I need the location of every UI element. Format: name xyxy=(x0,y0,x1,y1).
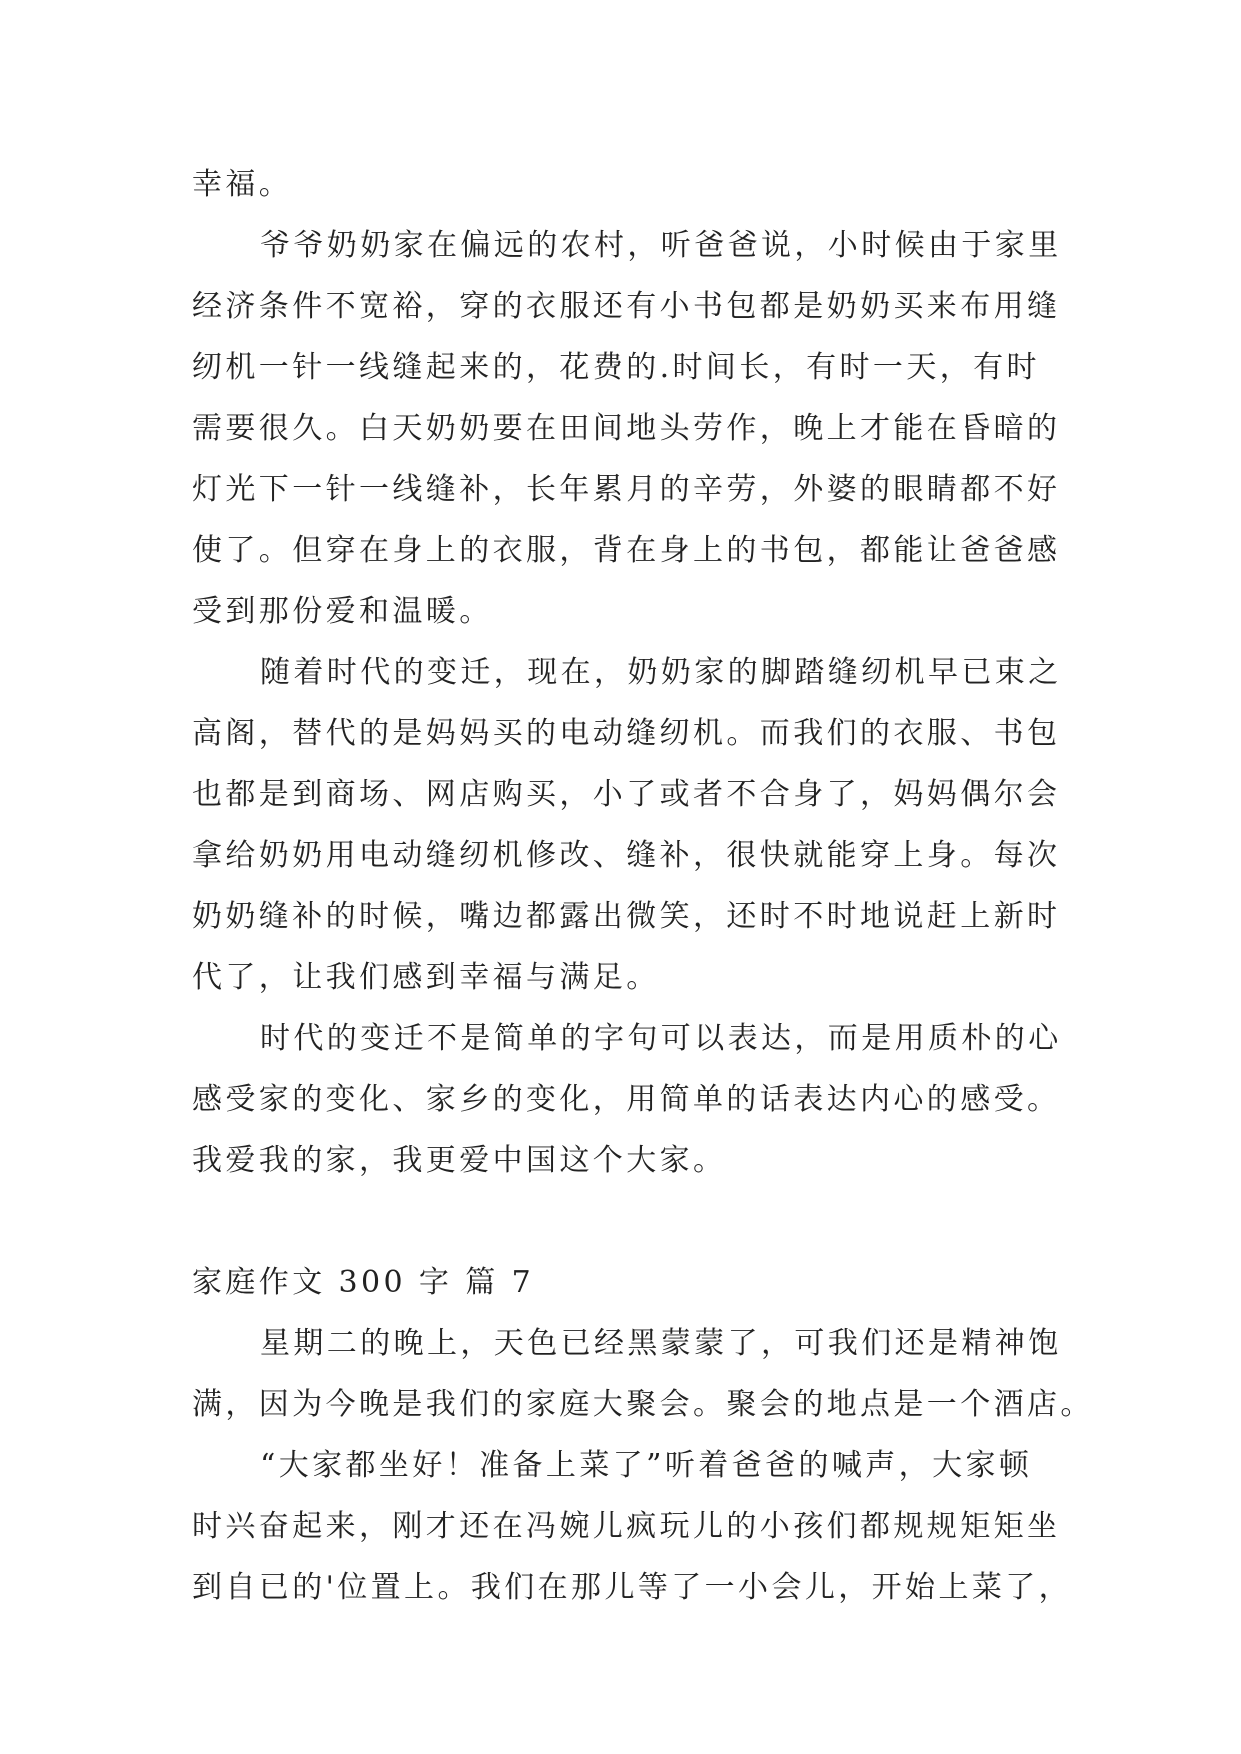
text-line: 经济条件不宽裕，穿的衣服还有小书包都是奶奶买来布用缝 xyxy=(192,289,1061,324)
essay-body xyxy=(192,154,1094,1618)
text-line: 高阁，替代的是妈妈买的电动缝纫机。而我们的衣服、书包 xyxy=(192,716,1061,751)
paragraph-first-line: 时代的变迁不是简单的字句可以表达，而是用质朴的心 xyxy=(260,1021,1062,1056)
text-line: 拿给奶奶用电动缝纫机修改、缝补，很快就能穿上身。每次 xyxy=(192,838,1061,873)
text-line: 我爱我的家，我更爱中国这个大家。 xyxy=(192,1143,727,1178)
paragraph-first-line: “大家都坐好！准备上菜了”听着爸爸的喊声，大家顿 xyxy=(260,1448,1033,1483)
text-line: 需要很久。白天奶奶要在田间地头劳作，晚上才能在昏暗的 xyxy=(192,411,1061,446)
text-line: 时兴奋起来，刚才还在冯婉儿疯玩儿的小孩们都规规矩矩坐 xyxy=(192,1509,1061,1544)
text-line: 纫机一针一线缝起来的，花费的.时间长，有时一天，有时 xyxy=(192,350,1040,385)
text-line: 使了。但穿在身上的衣服，背在身上的书包，都能让爸爸感 xyxy=(192,533,1061,568)
text-line: 奶奶缝补的时候，嘴边都露出微笑，还时不时地说赶上新时 xyxy=(192,899,1061,934)
text-line: 到自已的'位置上。我们在那儿等了一小会儿，开始上菜了， xyxy=(192,1570,1073,1605)
text-line: 也都是到商场、网店购买，小了或者不合身了，妈妈偶尔会 xyxy=(192,777,1061,812)
paragraph-first-line: 爷爷奶奶家在偏远的农村，听爸爸说，小时候由于家里 xyxy=(260,228,1062,263)
text-line: 满，因为今晚是我们的家庭大聚会。聚会的地点是一个酒店。 xyxy=(192,1387,1094,1422)
text-line: 受到那份爱和温暖。 xyxy=(192,594,493,629)
text-line: 幸福。 xyxy=(192,167,293,202)
text-line: 灯光下一针一线缝补，长年累月的辛劳，外婆的眼睛都不好 xyxy=(192,472,1061,507)
text-line: 感受家的变化、家乡的变化，用简单的话表达内心的感受。 xyxy=(192,1082,1061,1117)
paragraph-first-line: 随着时代的变迁，现在，奶奶家的脚踏缝纫机早已束之 xyxy=(260,655,1062,690)
section-spacer xyxy=(192,1191,1082,1252)
paragraph-first-line: 星期二的晚上，天色已经黑蒙蒙了，可我们还是精神饱 xyxy=(260,1326,1062,1361)
text-line: 代了，让我们感到幸福与满足。 xyxy=(192,960,660,995)
section-title: 家庭作文 300 字 篇 7 xyxy=(192,1265,535,1300)
